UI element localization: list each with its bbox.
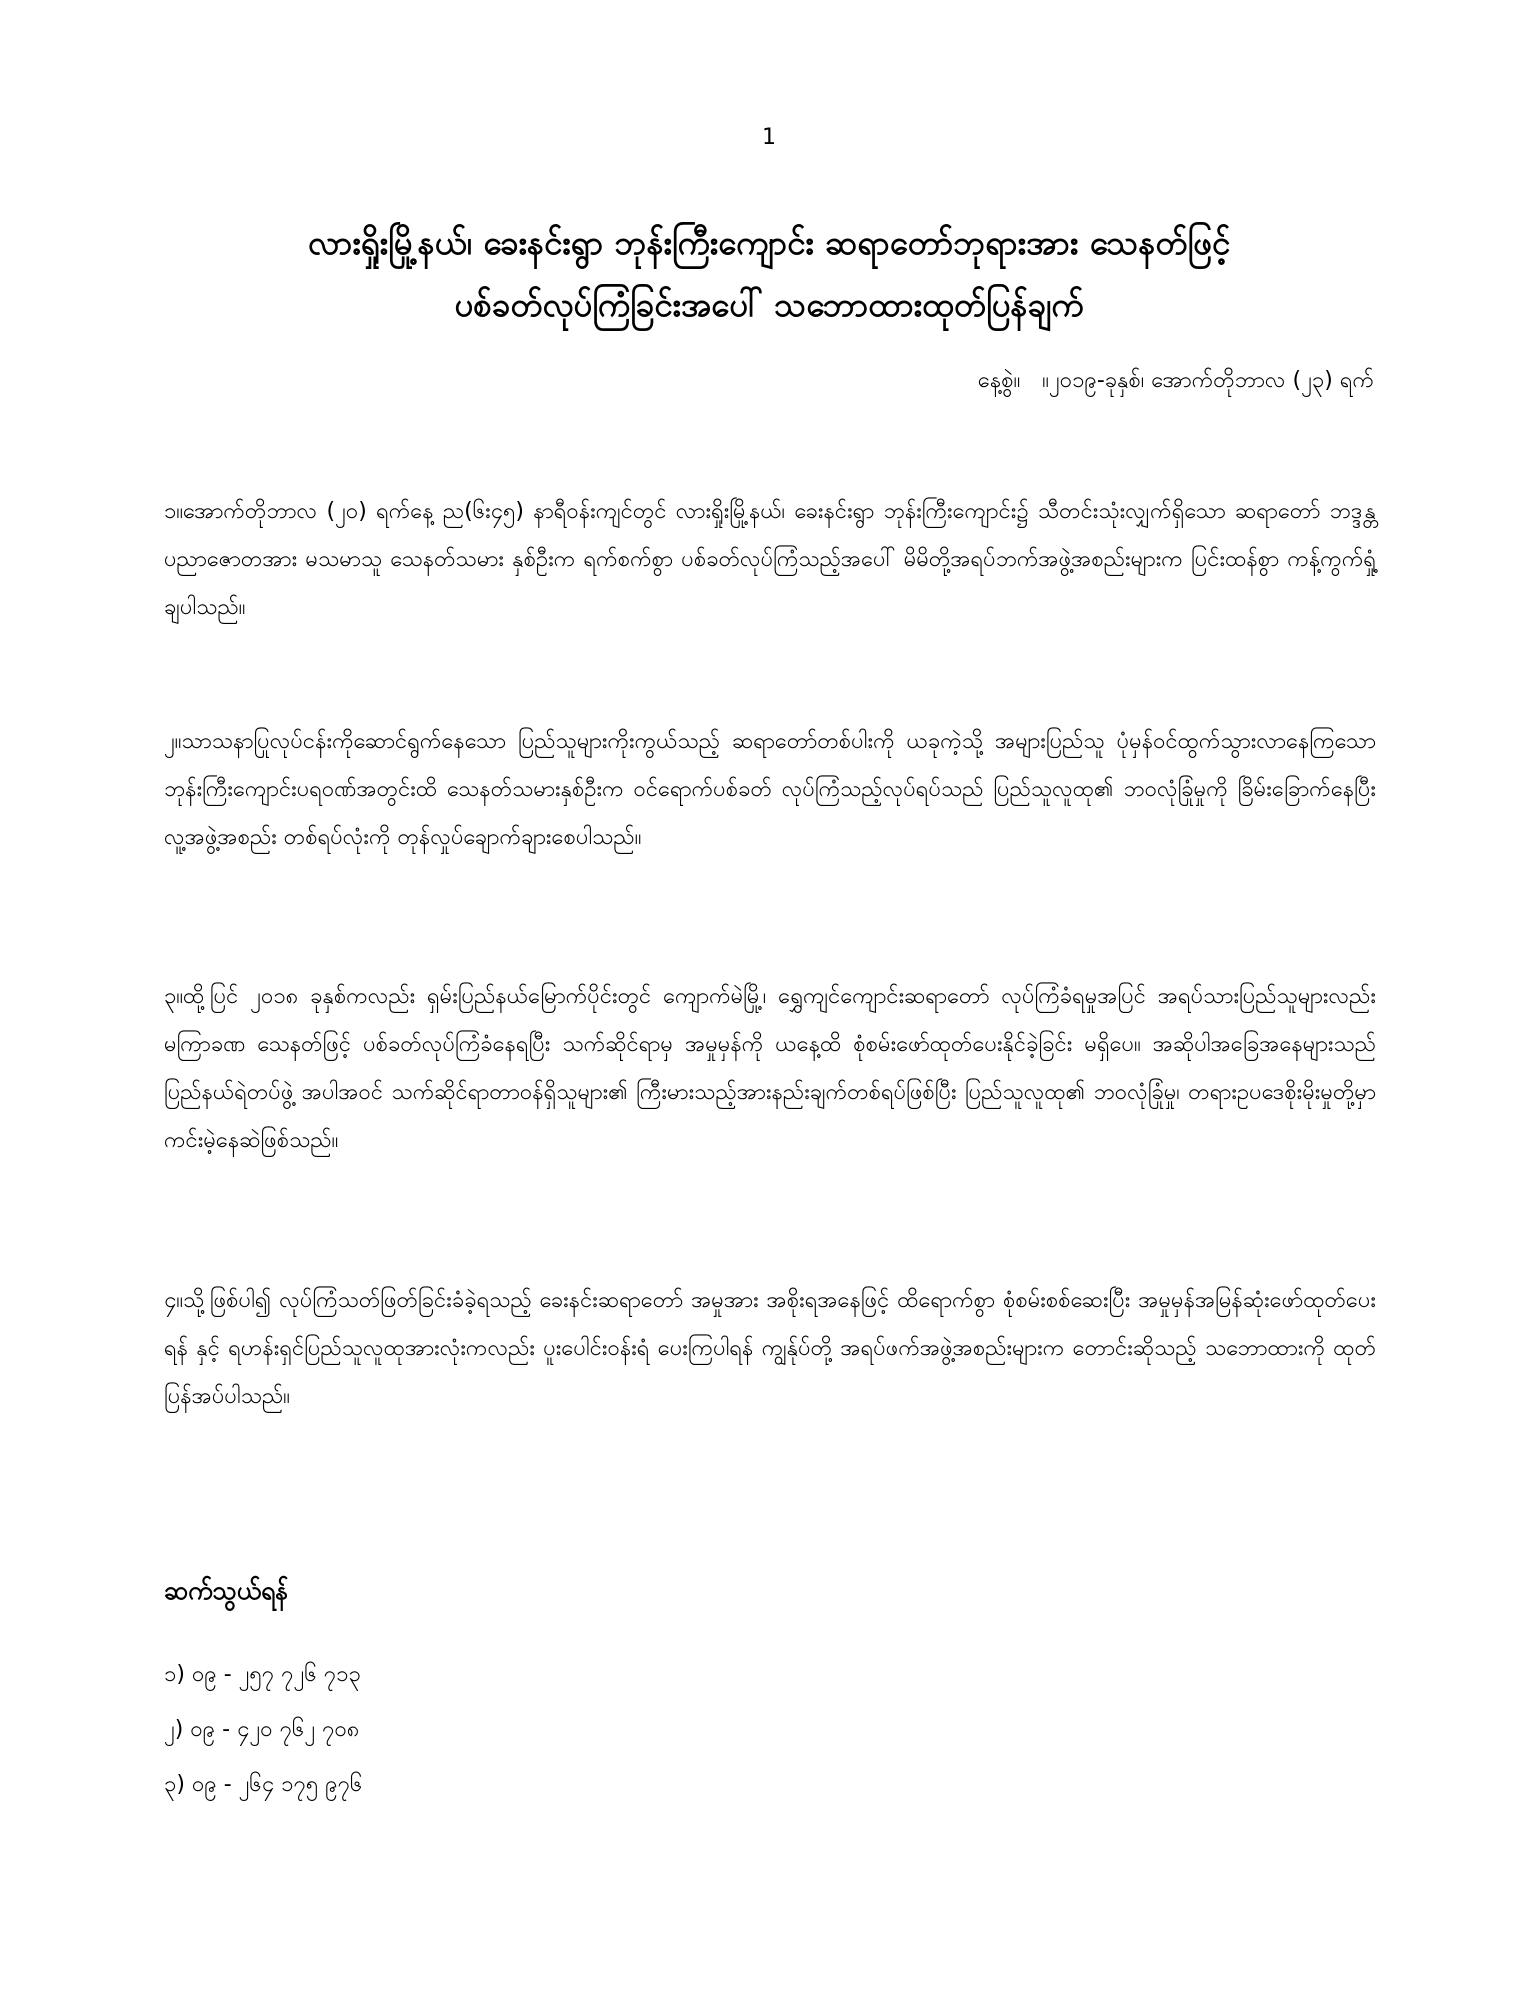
paragraph-text: သို့ဖြစ်ပါ၍ လုပ်ကြံသတ်ဖြတ်ခြင်းခံခဲ့ရသည့် ခေးနင်းဆရာတော် အမှုအား အစိုးရအနေဖြင့် ထိရောက်စွာ စုံစမ်းစစ်ဆေးပြီး အမှုမှန်အမြန်ဆုံးဖော်ထုတ်ပေးရန် နှင့် ရဟန်းရှင်ပြည်သူလူထုအားလုံးကလည်း ပူးပေါင်းဝန်းရံ ပေးကြပါရန် ကျွန်ုပ်တို့ အရပ်ဖက်အဖွဲ့အစည်းများက တောင်းဆိုသည့် သဘောထားကို ထုတ်ပြန်အပ်ပါသည်။ (164, 1288, 1376, 1409)
contact-heading: ဆက်သွယ်ရန် (164, 1576, 289, 1605)
title-line-2: ပစ်ခတ်လုပ်ကြံခြင်းအပေါ် သဘောထားထုတ်ပြန်ချက် (454, 285, 1084, 324)
paragraph-number: ၄။ (164, 1288, 184, 1313)
contact-phone-3: ၃) ၀၉ - ၂၆၄ ၁၇၅ ၉၇၆ (164, 1772, 363, 1797)
page-number: 1 (762, 125, 776, 150)
document-title (120, 212, 1418, 336)
paragraph-text: ထို့ပြင် ၂၀၁၈ ခုနှစ်ကလည်း ရှမ်းပြည်နယ်မြောက်ပိုင်းတွင် ကျောက်မဲမြို့၊ ရွှေကျင်ကျောင်းဆရာတော် လုပ်ကြံခံရမှုအပြင် အရပ်သားပြည်သူများလည်း မကြာခဏ သေနတ်ဖြင့် ပစ်ခတ်လုပ်ကြံခံနေရပြီး သက်ဆိုင်ရာမှ အမှုမှန်ကို ယနေ့ထိ စုံစမ်းဖော်ထုတ်ပေးနိုင်ခဲ့ခြင်း မရှိပေ။ အဆိုပါအခြေအနေများသည် ပြည်နယ်ရဲတပ်ဖွဲ့ အပါအဝင် သက်ဆိုင်ရာတာဝန်ရှိသူများ၏ ကြီးမားသည့်အားနည်းချက်တစ်ရပ်ဖြစ်ပြီး ပြည်သူလူထု၏ ဘဝလုံခြုံမှု၊ တရားဥပဒေစိုးမိုးမှုတို့မှာ ကင်းမဲ့နေဆဲဖြစ်သည်။ (164, 984, 1376, 1153)
paragraph-3 (164, 973, 1376, 1165)
paragraph-4 (164, 1277, 1376, 1421)
date-value: ။၂၀၁၉-ခုနှစ်၊ အောက်တိုဘာလ (၂၃) ရက် (1042, 368, 1374, 393)
paragraph-number: ၁။ (164, 499, 184, 524)
paragraph-text: သာသနာပြုလုပ်ငန်းကိုဆောင်ရွက်နေသော ပြည်သူများကိုးကွယ်သည့် ဆရာတော်တစ်ပါးကို ယခုကဲ့သို့ အများပြည်သူ ပုံမှန်ဝင်ထွက်သွားလာနေကြသော ဘုန်းကြီးကျောင်းပရဝဏ်အတွင်းထိ သေနတ်သမားနှစ်ဦးက ဝင်ရောက်ပစ်ခတ် လုပ်ကြံသည့်လုပ်ရပ်သည် ပြည်သူလူထု၏ ဘဝလုံခြုံမှုကို ခြိမ်းခြောက်နေပြီး လူ့အဖွဲ့အစည်း တစ်ရပ်လုံးကို တုန်လှုပ်ချောက်ချားစေပါသည်။ (164, 729, 1376, 850)
paragraph-2 (164, 718, 1376, 862)
title-line-1: လားရှိုးမြို့နယ်၊ ခေးနင်းရွာ ဘုန်းကြီးကျောင်း ဆရာတော်ဘုရားအား သေနတ်ဖြင့် (307, 223, 1231, 262)
paragraph-number: ၃။ (164, 984, 184, 1009)
date-label: နေ့စွဲ။ (977, 368, 1021, 393)
paragraph-1 (164, 488, 1376, 632)
contact-list (164, 1660, 362, 1825)
paragraph-number: ၂။ (164, 729, 182, 754)
contact-phone-1: ၁) ၀၉ - ၂၅၇ ၇၂၆ ၇၁၃ (164, 1662, 361, 1687)
paragraph-text: အောက်တိုဘာလ (၂၀) ရက်နေ့ ည(၆း၄၅) နာရီဝန်းကျင်တွင် လားရှိုးမြို့နယ်၊ ခေးနင်းရွာ ဘုန်းကြီးကျောင်း၌ သီတင်းသုံးလျှက်ရှိသော ဆရာတော် ဘဒ္ဒန္တပညာဇောတအား မသမာသူ သေနတ်သမား နှစ်ဦးက ရက်စက်စွာ ပစ်ခတ်လုပ်ကြံသည့်အပေါ် မိမိတို့အရပ်ဘက်အဖွဲ့အစည်းများက ပြင်းထန်စွာ ကန့်ကွက်ရှုံ့ချပါသည်။ (164, 499, 1376, 620)
document-date (978, 365, 1374, 398)
contact-phone-2: ၂) ၀၉ - ၄၂၀ ၇၆၂ ၇၀၈ (164, 1717, 360, 1742)
